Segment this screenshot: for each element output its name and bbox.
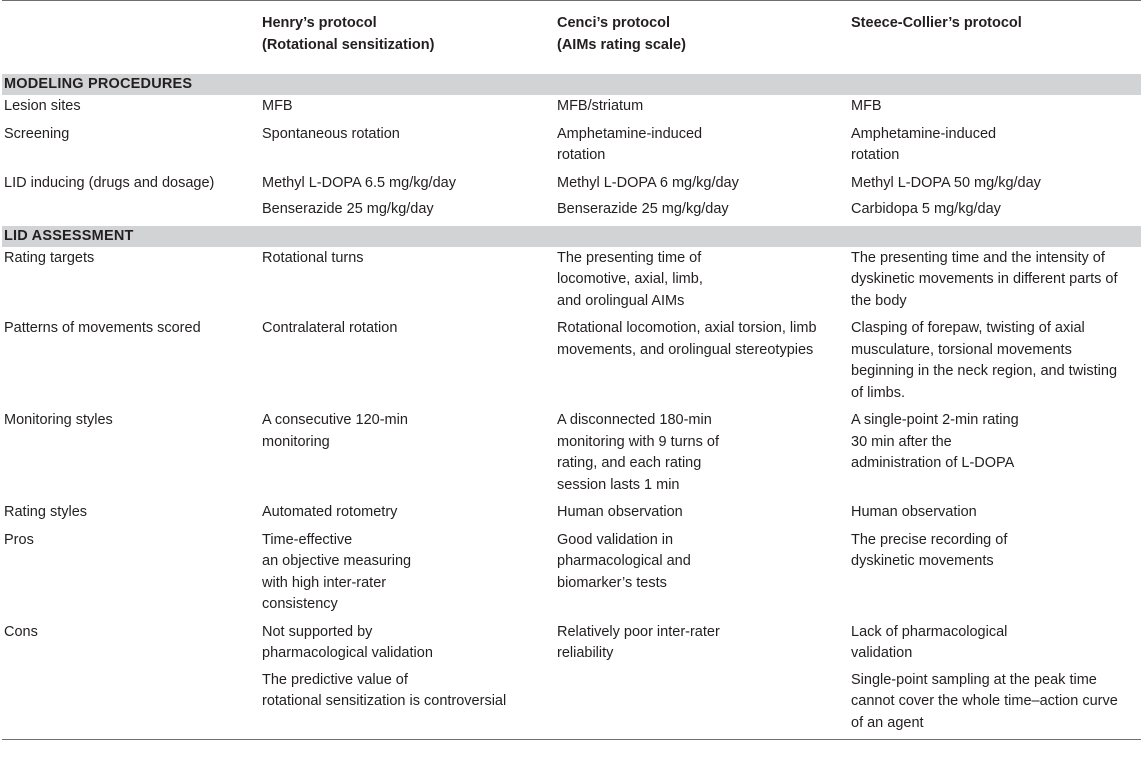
header-row [2, 1, 1141, 74]
table-body [2, 74, 1141, 739]
table-row [2, 247, 1141, 318]
bottom-rule [2, 739, 1141, 740]
cenci-text-line: Relatively poor inter-rater [557, 623, 720, 640]
cenci-paragraph [557, 530, 851, 595]
steece-paragraph [851, 530, 1141, 573]
henry-paragraph [262, 124, 557, 146]
row-label: Monitoring styles [4, 412, 113, 428]
cenci-paragraph [557, 410, 851, 496]
cenci-paragraph [557, 318, 851, 361]
steece-text-line: Amphetamine-induced [851, 125, 997, 142]
steece-text-line: Lack of pharmacological [851, 623, 1008, 640]
row-label-cell [2, 96, 262, 118]
cenci-text-line: A disconnected 180-min [557, 412, 712, 428]
cenci-paragraph [557, 622, 851, 665]
cenci-paragraph [557, 248, 851, 313]
cenci-text-line: session lasts 1 min [557, 476, 680, 493]
steece-text-line: cannot cover the whole time–action curve [851, 693, 1118, 709]
row-label-cell [2, 318, 262, 404]
henry-text-line: A consecutive 120-min [262, 412, 408, 428]
steece-paragraph [851, 670, 1141, 735]
henry-cell [262, 530, 557, 616]
cenci-cell [557, 248, 851, 313]
header-steece [851, 13, 1141, 74]
steece-paragraph [851, 173, 1141, 195]
cenci-paragraph [557, 173, 851, 195]
cenci-text-line: MFB/striatum [557, 98, 644, 114]
steece-text-line: beginning in the neck region, and twisting [851, 363, 1118, 379]
cenci-cell [557, 410, 851, 496]
row-label: Patterns of movements scored [4, 320, 201, 336]
steece-paragraph [851, 410, 1141, 475]
henry-text-line: MFB [262, 98, 293, 114]
table-row [2, 95, 1141, 123]
henry-text-line: Benserazide 25 mg/kg/day [262, 201, 434, 217]
steece-text-line: Carbidopa 5 mg/kg/day [851, 201, 1001, 217]
steece-paragraph [851, 502, 1141, 524]
henry-paragraph [262, 502, 557, 524]
steece-text-line: Human observation [851, 504, 977, 520]
steece-text-line: MFB [851, 98, 882, 114]
section-title: MODELING PROCEDURES [4, 76, 193, 92]
henry-text-line: Methyl L-DOPA 6.5 mg/kg/day [262, 174, 456, 191]
cenci-cell [557, 124, 851, 167]
henry-cell [262, 248, 557, 313]
steece-cell [851, 318, 1141, 404]
cenci-text-line: biomarker’s tests [557, 574, 667, 591]
steece-paragraph [851, 124, 1141, 167]
steece-cell [851, 124, 1141, 167]
henry-text-line: monitoring [262, 433, 330, 450]
row-label: Rating styles [4, 504, 88, 520]
steece-text-line: administration of L-DOPA [851, 455, 1015, 471]
table-row [2, 172, 1141, 226]
steece-paragraph [851, 96, 1141, 118]
henry-text-line: Contralateral rotation [262, 320, 398, 336]
cenci-cell [557, 530, 851, 616]
cenci-paragraph [557, 199, 851, 221]
cenci-text-line: Rotational locomotion, axial torsion, limb [557, 320, 817, 336]
table-row [2, 621, 1141, 740]
steece-cell [851, 410, 1141, 496]
row-label: LID inducing (drugs and dosage) [4, 174, 215, 191]
cenci-cell [557, 622, 851, 735]
henry-paragraph [262, 248, 557, 270]
steece-cell [851, 248, 1141, 313]
henry-text-line: Rotational turns [262, 249, 364, 266]
steece-text-line: The precise recording of [851, 531, 1008, 548]
steece-text-line: A single-point 2-min rating [851, 412, 1019, 428]
table-row [2, 123, 1141, 172]
row-label: Cons [4, 623, 38, 640]
henry-paragraph [262, 410, 557, 453]
henry-cell [262, 622, 557, 735]
steece-text-line: the body [851, 292, 907, 309]
henry-cell [262, 96, 557, 118]
henry-cell [262, 124, 557, 167]
cenci-paragraph [557, 124, 851, 167]
section-header [2, 74, 1141, 95]
steece-text-line: dyskinetic movements [851, 553, 994, 569]
protocol-comparison-table [2, 0, 1141, 740]
henry-paragraph [262, 670, 557, 713]
henry-paragraph [262, 318, 557, 340]
henry-paragraph [262, 199, 557, 221]
row-label-cell [2, 502, 262, 524]
cenci-text-line: and orolingual AIMs [557, 292, 685, 309]
row-label-cell [2, 248, 262, 313]
header-steece-line: Steece-Collier’s protocol [851, 15, 1022, 31]
cenci-text-line: monitoring with 9 turns of [557, 433, 719, 450]
steece-text-line: Clasping of forepaw, twisting of axial [851, 320, 1085, 336]
henry-text-line: Automated rotometry [262, 504, 398, 520]
cenci-text-line: reliability [557, 645, 614, 661]
steece-cell [851, 502, 1141, 524]
steece-text-line: of an agent [851, 714, 924, 731]
steece-text-line: dyskinetic movements in different parts of [851, 271, 1118, 287]
steece-cell [851, 622, 1141, 735]
steece-text-line: musculature, torsional movements [851, 341, 1072, 358]
henry-text-line: Time-effective [262, 531, 353, 548]
henry-text-line: pharmacological validation [262, 645, 433, 661]
henry-paragraph [262, 530, 557, 616]
header-henry-line: (Rotational sensitization) [262, 36, 435, 53]
header-cenci-line: Cenci’s protocol [557, 15, 671, 31]
steece-text-line: rotation [851, 147, 900, 163]
row-label: Screening [4, 125, 70, 142]
henry-paragraph [262, 622, 557, 665]
table-row [2, 409, 1141, 501]
cenci-text-line: Amphetamine-induced [557, 125, 703, 142]
cenci-text-line: locomotive, axial, limb, [557, 271, 703, 287]
cenci-text-line: Benserazide 25 mg/kg/day [557, 201, 729, 217]
cenci-text-line: rating, and each rating [557, 455, 702, 471]
row-label: Rating targets [4, 249, 95, 266]
header-cenci [557, 13, 851, 74]
row-label-cell [2, 622, 262, 735]
cenci-text-line: rotation [557, 147, 606, 163]
header-cenci-line: (AIMs rating scale) [557, 36, 686, 53]
steece-text-line: Methyl L-DOPA 50 mg/kg/day [851, 174, 1041, 191]
henry-paragraph [262, 96, 557, 118]
cenci-cell [557, 173, 851, 221]
row-label-cell [2, 173, 262, 221]
table-row [2, 501, 1141, 529]
henry-text-line: The predictive value of [262, 671, 408, 688]
header-henry [262, 13, 557, 74]
henry-text-line: Not supported by [262, 623, 373, 640]
steece-cell [851, 96, 1141, 118]
steece-text-line: validation [851, 645, 913, 661]
table-row [2, 529, 1141, 621]
table-row [2, 317, 1141, 409]
henry-cell [262, 502, 557, 524]
header-henry-line: Henry’s protocol [262, 15, 377, 31]
cenci-text-line: The presenting time of [557, 249, 702, 266]
cenci-paragraph [557, 96, 851, 118]
steece-paragraph [851, 622, 1141, 665]
cenci-paragraph [557, 502, 851, 524]
henry-paragraph [262, 173, 557, 195]
row-label-cell [2, 410, 262, 496]
henry-cell [262, 410, 557, 496]
cenci-cell [557, 96, 851, 118]
cenci-text-line: Human observation [557, 504, 683, 520]
header-empty-cell [2, 13, 262, 74]
steece-text-line: 30 min after the [851, 433, 952, 450]
henry-cell [262, 318, 557, 404]
cenci-cell [557, 502, 851, 524]
steece-paragraph [851, 318, 1141, 404]
henry-cell [262, 173, 557, 221]
henry-text-line: rotational sensitization is controversial [262, 693, 507, 709]
cenci-cell [557, 318, 851, 404]
henry-text-line: Spontaneous rotation [262, 125, 400, 142]
row-label-cell [2, 530, 262, 616]
steece-cell [851, 530, 1141, 616]
steece-paragraph [851, 248, 1141, 313]
steece-text-line: The presenting time and the intensity of [851, 249, 1105, 266]
cenci-text-line: Methyl L-DOPA 6 mg/kg/day [557, 174, 739, 191]
steece-text-line: of limbs. [851, 384, 905, 401]
cenci-text-line: pharmacological and [557, 553, 691, 569]
row-label: Lesion sites [4, 98, 81, 114]
steece-text-line: Single-point sampling at the peak time [851, 671, 1097, 688]
steece-cell [851, 173, 1141, 221]
henry-text-line: consistency [262, 596, 338, 612]
henry-text-line: with high inter-rater [262, 574, 387, 591]
henry-text-line: an objective measuring [262, 553, 412, 569]
section-title: LID ASSESSMENT [4, 227, 134, 244]
steece-paragraph [851, 199, 1141, 221]
cenci-text-line: movements, and orolingual stereotypies [557, 341, 814, 358]
row-label-cell [2, 124, 262, 167]
section-header [2, 226, 1141, 247]
cenci-text-line: Good validation in [557, 531, 674, 548]
row-label: Pros [4, 531, 34, 548]
